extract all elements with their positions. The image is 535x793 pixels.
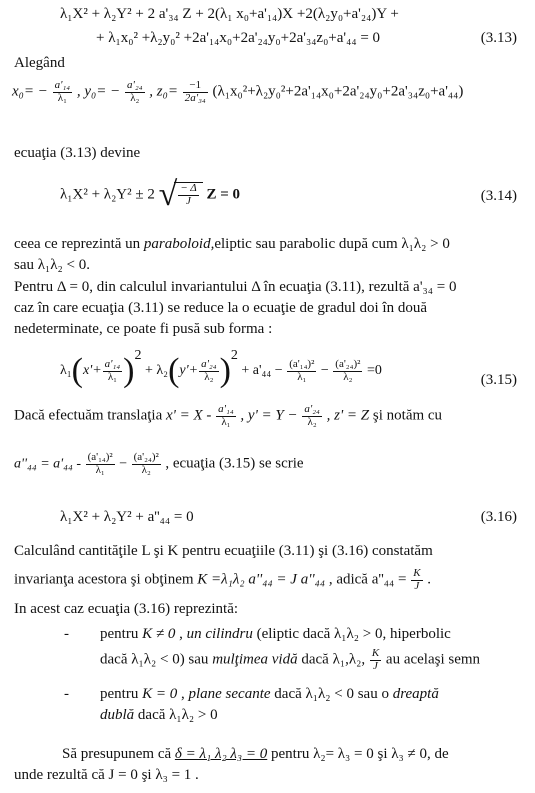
eq-3-15: λ₁(x'+ $\frac{\text{a'₁₄}}{\text{λ₁}}$ )2 + λ₂(y'+ $\frac{\text{a'₂₄}}{\text{λ₂}}$ )2 + a'₄₄ − $\frac{\text{(a'₁₄)²}}{\text{λ₁}}$ − $\frac{\text{(a'₂₄)²}}{\text{λ₂}}$ =0 bbox=[60, 348, 382, 389]
eq-3-16-number: (3.16) bbox=[480, 509, 517, 525]
z0-expression: (λ₁x₀²+λ₂y₀²+2a'₁₄x₀+2a'₂₄y₀+2a'₃₄z₀+a'₄₄) bbox=[212, 83, 464, 100]
bullet-1-line-2: dacă λ₁λ₂ < 0) sau mulţimea vidă dacă λ₁,λ₂, $\frac{K}{J}$ au acelaşi semn bbox=[100, 647, 481, 672]
paragraph-invariants-2: invarianţa acestora şi obţinem K =λ₁λ₂ a''₄₄ = J a''₄₄ , adică a''₄₄ = $\frac{K}{J}$ . bbox=[14, 567, 432, 592]
eq-3-14-number: (3.14) bbox=[480, 188, 517, 204]
paragraph-delta-2: caz în care ecuaţia (3.11) se reduce la o ecuaţie de gradul doi în două bbox=[14, 300, 427, 316]
eq-3-14-lhs: λ₁X² + λ₂Y² ± 2 bbox=[60, 186, 155, 203]
paragraph-delta-1: Pentru Δ = 0, din calculul invariantului Δ în ecuaţia (3.11), rezultă a'₃₄ = 0 bbox=[14, 279, 457, 295]
eq-3-16: λ₁X² + λ₂Y² + a''₄₄ = 0 bbox=[60, 509, 194, 525]
paragraph-paraboloid-2: sau λ₁λ₂ < 0. bbox=[14, 257, 90, 273]
paragraph-case: In acest caz ecuaţia (3.16) reprezintă: bbox=[14, 601, 239, 617]
paragraph-delta-3: nedeterminate, ce poate fi pusă sub forma : bbox=[14, 321, 273, 337]
paragraph-suppose-1: Să presupunem că δ = λ₁ λ₂ λ₃ = 0 pentru λ₂= λ₃ = 0 şi λ₃ ≠ 0, de bbox=[62, 746, 449, 762]
y0-fraction: $\frac{\text{a'₂₄}}{\text{λ₂}}$ bbox=[127, 79, 143, 104]
sqrt-expression: √ $\frac{- \Delta}{J}$ bbox=[159, 178, 203, 212]
paragraph-suppose-2: unde rezultă că J = 0 şi λ₃ = 1 . bbox=[14, 767, 199, 783]
z0-fraction: $\frac{-1}{\text{2a'₃₄}}$ bbox=[184, 79, 206, 104]
bullet-2-dash: - bbox=[64, 686, 69, 702]
eq-3-14-rhs: Z = 0 bbox=[206, 186, 241, 203]
devine-text: ecuaţia (3.13) devine bbox=[14, 145, 141, 161]
x0-label: x₀= − bbox=[12, 83, 48, 100]
bullet-1-dash: - bbox=[64, 626, 69, 642]
bullet-2-line-2: dublă dacă λ₁λ₂ > 0 bbox=[100, 707, 218, 723]
eq-3-15-number: (3.15) bbox=[480, 372, 517, 388]
x0-fraction: $\frac{\text{a'₁₄}}{\text{λ₁}}$ bbox=[54, 79, 71, 104]
eq-3-14 bbox=[60, 178, 240, 212]
z0-label: , z₀= bbox=[149, 83, 178, 100]
eq-3-13-number: (3.13) bbox=[480, 30, 517, 46]
alegand-text: Alegând bbox=[14, 55, 65, 71]
paragraph-paraboloid: ceea ce reprezintă un paraboloid,eliptic sau parabolic după cum λ₁λ₂ > 0 bbox=[14, 236, 450, 252]
bullet-1-line-1: pentru K ≠ 0 , un cilindru (eliptic dacă λ₁λ₂ > 0, hiperbolic bbox=[100, 626, 451, 642]
paragraph-invariants-1: Calculând cantităţile L şi K pentru ecuaţiile (3.11) şi (3.16) constatăm bbox=[14, 543, 433, 559]
y0-label: , y₀= − bbox=[76, 83, 121, 100]
eq-3-13-line-1: λ₁X² + λ₂Y² + 2 a'₃₄ Z + 2(λ₁ x₀+a'₁₄)X +2(λ₂y₀+a'₂₄)Y + bbox=[60, 6, 399, 22]
a44-definition: a''₄₄ = a'₄₄ - $\frac{\text{(a'₁₄)²}}{\text{λ₁}}$ − $\frac{\text{(a'₂₄)²}}{\text{λ₂}}$ , ecuaţia (3.15) se scrie bbox=[14, 451, 304, 476]
eq-3-13-line-2: + λ₁x₀² +λ₂y₀² +2a'₁₄x₀+2a'₂₄y₀+2a'₃₄z₀+a'₄₄ = 0 bbox=[96, 30, 381, 46]
translation-line: Dacă efectuăm translaţia x' = X - $\frac{\text{a'₁₄}}{\text{λ₁}}$ , y' = Y − $\frac{\text{a'₂₄}}{\text{λ₂}}$ , z' = Z şi notăm cu bbox=[14, 403, 443, 428]
bullet-2-line-1: pentru K = 0 , plane secante dacă λ₁λ₂ < 0 sau o dreaptă bbox=[100, 686, 439, 702]
substitution-line bbox=[12, 80, 463, 104]
